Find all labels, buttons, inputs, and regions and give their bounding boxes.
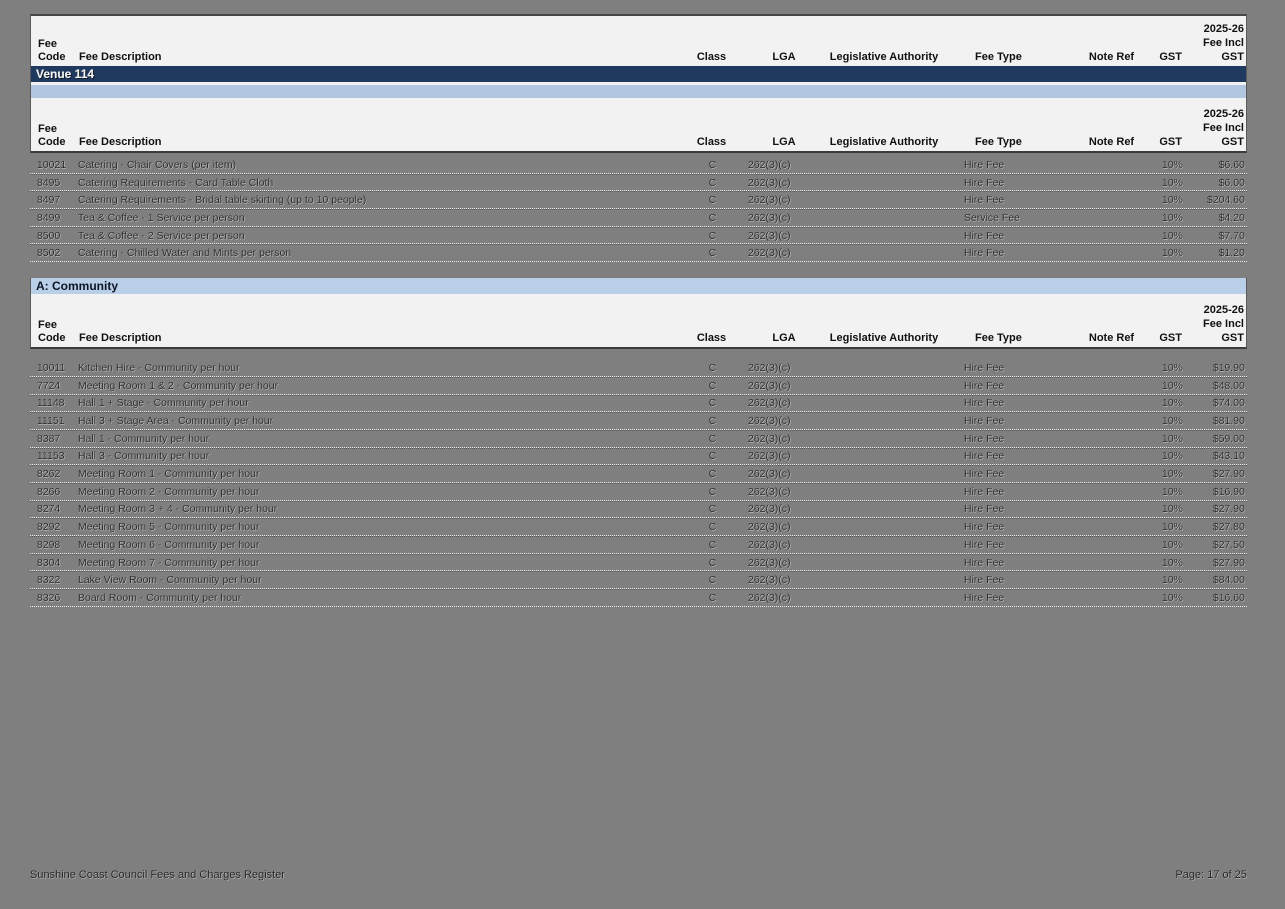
section-spacer bbox=[30, 262, 1247, 278]
lga-cell: 262(3)(c) bbox=[748, 247, 791, 260]
gst-cell: 10% bbox=[1161, 538, 1183, 551]
fee-code-cell: 10021 bbox=[37, 158, 67, 171]
gst-cell: 10% bbox=[1161, 158, 1183, 171]
gst-cell: 10% bbox=[1161, 247, 1183, 260]
fee-code-cell: 8298 bbox=[37, 538, 61, 551]
footer-page-number: Page: 17 of 25 bbox=[1175, 869, 1247, 881]
fee-amount-cell: $81.90 bbox=[1212, 415, 1245, 428]
fee-table-row bbox=[30, 157, 1247, 174]
class-cell: C bbox=[708, 485, 717, 498]
lga-cell: 262(3)(c) bbox=[748, 158, 791, 171]
lga-cell: 262(3)(c) bbox=[748, 503, 791, 516]
column-header-fee-type: Fee Type bbox=[975, 51, 1022, 63]
gst-cell: 10% bbox=[1161, 521, 1183, 534]
lga-cell: 262(3)(c) bbox=[748, 194, 791, 207]
fee-type-cell: Hire Fee bbox=[964, 556, 1005, 569]
fee-amount-cell: $43.10 bbox=[1212, 450, 1245, 463]
fee-amount-cell: $16.60 bbox=[1212, 591, 1245, 604]
column-header-fee-type: Fee Type bbox=[975, 332, 1022, 345]
fee-code-cell: 8387 bbox=[37, 432, 61, 445]
fee-amount-cell: $84.00 bbox=[1212, 574, 1245, 587]
column-header-fee-description: Fee Description bbox=[79, 136, 162, 148]
fee-amount-cell: $48.00 bbox=[1212, 379, 1245, 392]
gst-cell: 10% bbox=[1161, 556, 1183, 569]
rows-spacer bbox=[30, 349, 1247, 360]
fee-table-row bbox=[30, 571, 1247, 589]
gst-cell: 10% bbox=[1161, 450, 1183, 463]
gst-cell: 10% bbox=[1161, 361, 1183, 374]
fee-description-cell: Meeting Room 1 & 2 - Community per hour bbox=[78, 379, 279, 392]
fee-type-cell: Hire Fee bbox=[964, 194, 1005, 207]
fee-description-cell: Meeting Room 5 - Community per hour bbox=[78, 521, 260, 534]
fee-code-cell: 8499 bbox=[37, 211, 61, 224]
fee-type-cell: Hire Fee bbox=[964, 229, 1005, 242]
fee-amount-cell: $74.00 bbox=[1212, 397, 1245, 410]
fee-code-cell: 8500 bbox=[37, 229, 61, 242]
lga-cell: 262(3)(c) bbox=[748, 379, 791, 392]
fee-table-row bbox=[30, 536, 1247, 554]
gst-cell: 10% bbox=[1161, 591, 1183, 604]
gst-cell: 10% bbox=[1161, 229, 1183, 242]
lga-cell: 262(3)(c) bbox=[748, 229, 791, 242]
fee-amount-cell: $27.50 bbox=[1212, 538, 1245, 551]
column-header-note-ref: Note Ref bbox=[1088, 136, 1135, 148]
table-header-block-top bbox=[30, 14, 1247, 66]
fee-amount-cell: $7.70 bbox=[1218, 229, 1245, 242]
class-cell: C bbox=[708, 176, 717, 189]
class-cell: C bbox=[708, 432, 717, 445]
column-header-legislative-authority: Legislative Authority bbox=[829, 136, 939, 148]
table-header-row bbox=[31, 22, 1246, 66]
footer-register-title: Sunshine Coast Council Fees and Charges Register bbox=[30, 869, 285, 881]
fee-type-cell: Hire Fee bbox=[964, 538, 1005, 551]
fee-table-row bbox=[30, 465, 1247, 483]
fee-type-cell: Hire Fee bbox=[964, 503, 1005, 516]
column-header-note-ref: Note Ref bbox=[1088, 51, 1135, 63]
fee-table-row bbox=[30, 501, 1247, 519]
fee-amount-cell: $27.80 bbox=[1212, 521, 1245, 534]
fees-register-page bbox=[30, 14, 1247, 607]
class-cell: C bbox=[708, 379, 717, 392]
fee-type-cell: Hire Fee bbox=[964, 415, 1005, 428]
fee-table-row bbox=[30, 483, 1247, 501]
gst-cell: 10% bbox=[1161, 211, 1183, 224]
class-cell: C bbox=[708, 247, 717, 260]
lga-cell: 262(3)(c) bbox=[748, 556, 791, 569]
lga-cell: 262(3)(c) bbox=[748, 415, 791, 428]
fee-description-cell: Hall 3 - Community per hour bbox=[78, 450, 210, 463]
fee-code-cell: 8497 bbox=[37, 194, 61, 207]
class-cell: C bbox=[708, 158, 717, 171]
lga-cell: 262(3)(c) bbox=[748, 361, 791, 374]
venue-section-band bbox=[30, 66, 1247, 82]
class-cell: C bbox=[708, 229, 717, 242]
class-cell: C bbox=[708, 521, 717, 534]
fee-table-row bbox=[30, 227, 1247, 245]
gst-cell: 10% bbox=[1161, 397, 1183, 410]
fee-description-cell: Catering Requirements - Bridal table skirting (up to 10 people) bbox=[78, 194, 367, 207]
fee-table-row bbox=[30, 395, 1247, 413]
column-header-gst: GST bbox=[1159, 332, 1182, 345]
fee-type-cell: Service Fee bbox=[964, 211, 1021, 224]
fee-description-cell: Hall 1 - Community per hour bbox=[78, 432, 210, 445]
column-header-gst: GST bbox=[1159, 51, 1182, 63]
fee-type-cell: Hire Fee bbox=[964, 247, 1005, 260]
gst-cell: 10% bbox=[1161, 468, 1183, 481]
class-cell: C bbox=[708, 194, 717, 207]
gst-cell: 10% bbox=[1161, 176, 1183, 189]
fee-type-cell: Hire Fee bbox=[964, 158, 1005, 171]
gst-cell: 10% bbox=[1161, 415, 1183, 428]
fee-code-cell: 11151 bbox=[37, 415, 65, 428]
column-header-note-ref: Note Ref bbox=[1088, 332, 1135, 345]
table-header-row bbox=[31, 107, 1246, 151]
fee-code-cell: 8502 bbox=[37, 247, 61, 260]
class-cell: C bbox=[708, 591, 717, 604]
column-header-legislative-authority: Legislative Authority bbox=[829, 332, 939, 345]
fee-type-cell: Hire Fee bbox=[964, 485, 1005, 498]
fee-code-cell: 11153 bbox=[37, 450, 65, 463]
fee-table-row bbox=[30, 244, 1247, 262]
fee-description-cell: Meeting Room 6 - Community per hour bbox=[78, 538, 260, 551]
fee-type-cell: Hire Fee bbox=[964, 468, 1005, 481]
fee-table-row bbox=[30, 518, 1247, 536]
fee-description-cell: Tea & Coffee - 1 Service per person bbox=[78, 211, 245, 224]
fee-type-cell: Hire Fee bbox=[964, 176, 1005, 189]
fee-code-cell: 7724 bbox=[37, 379, 61, 392]
fee-code-cell: 8262 bbox=[37, 468, 61, 481]
fee-table-row bbox=[30, 412, 1247, 430]
fee-table-row bbox=[30, 360, 1247, 377]
fee-type-cell: Hire Fee bbox=[964, 432, 1005, 445]
column-header-fee-incl-gst: 2025-26 Fee Incl GST bbox=[1203, 304, 1244, 345]
gst-cell: 10% bbox=[1161, 379, 1183, 392]
column-header-legislative-authority: Legislative Authority bbox=[829, 51, 939, 63]
column-header-fee-code: Fee Code bbox=[38, 123, 66, 148]
fee-amount-cell: $6.00 bbox=[1218, 176, 1245, 189]
fee-description-cell: Catering - Chilled Water and Mints per person bbox=[78, 247, 292, 260]
class-cell: C bbox=[708, 211, 717, 224]
gst-cell: 10% bbox=[1161, 485, 1183, 498]
fee-code-cell: 8495 bbox=[37, 176, 61, 189]
fee-table-row bbox=[30, 554, 1247, 572]
fee-code-cell: 8304 bbox=[37, 556, 61, 569]
fee-description-cell: Hall 3 + Stage Area - Community per hour bbox=[78, 415, 274, 428]
fee-description-cell: Tea & Coffee - 2 Service per person bbox=[78, 229, 245, 242]
community-section-label: A: Community bbox=[36, 279, 118, 294]
column-header-fee-incl-gst: 2025-26 Fee Incl GST bbox=[1203, 23, 1244, 63]
gst-cell: 10% bbox=[1161, 503, 1183, 516]
class-cell: C bbox=[708, 450, 717, 463]
class-cell: C bbox=[708, 397, 717, 410]
column-header-fee-description: Fee Description bbox=[79, 332, 162, 345]
fee-amount-cell: $19.90 bbox=[1212, 361, 1245, 374]
lga-cell: 262(3)(c) bbox=[748, 211, 791, 224]
fee-amount-cell: $27.90 bbox=[1212, 468, 1245, 481]
page-footer bbox=[30, 869, 1247, 881]
fee-table-row bbox=[30, 174, 1247, 192]
column-header-lga: LGA bbox=[772, 51, 796, 63]
fee-table-row bbox=[30, 191, 1247, 209]
fee-code-cell: 8322 bbox=[37, 574, 61, 587]
fee-amount-cell: $204.60 bbox=[1207, 194, 1245, 207]
fee-amount-cell: $6.60 bbox=[1218, 158, 1245, 171]
fee-code-cell: 11148 bbox=[37, 397, 65, 410]
lga-cell: 262(3)(c) bbox=[748, 538, 791, 551]
fee-type-cell: Hire Fee bbox=[964, 591, 1005, 604]
fee-amount-cell: $27.90 bbox=[1212, 556, 1245, 569]
fee-code-cell: 8266 bbox=[37, 485, 61, 498]
lga-cell: 262(3)(c) bbox=[748, 450, 791, 463]
fee-type-cell: Hire Fee bbox=[964, 361, 1005, 374]
fee-description-cell: Hall 1 + Stage - Community per hour bbox=[78, 397, 249, 410]
fee-description-cell: Kitchen Hire - Community per hour bbox=[78, 361, 240, 374]
lga-cell: 262(3)(c) bbox=[748, 468, 791, 481]
column-header-gst: GST bbox=[1159, 136, 1182, 148]
community-section-band bbox=[30, 278, 1247, 294]
fee-amount-cell: $59.00 bbox=[1212, 432, 1245, 445]
fee-description-cell: Board Room - Community per hour bbox=[78, 591, 242, 604]
fee-description-cell: Meeting Room 1 - Community per hour bbox=[78, 468, 260, 481]
fee-description-cell: Meeting Room 2 - Community per hour bbox=[78, 485, 260, 498]
fee-amount-cell: $16.90 bbox=[1212, 485, 1245, 498]
lga-cell: 262(3)(c) bbox=[748, 432, 791, 445]
fee-type-cell: Hire Fee bbox=[964, 574, 1005, 587]
community-fee-rows bbox=[30, 360, 1247, 607]
venue-section-label: Venue 114 bbox=[36, 67, 95, 81]
column-header-lga: LGA bbox=[772, 332, 796, 345]
fee-table-row bbox=[30, 377, 1247, 395]
class-cell: C bbox=[708, 574, 717, 587]
column-header-class: Class bbox=[696, 136, 727, 148]
fee-type-cell: Hire Fee bbox=[964, 379, 1005, 392]
fee-amount-cell: $1.20 bbox=[1218, 247, 1245, 260]
table-header-block-venue bbox=[30, 98, 1247, 153]
column-header-fee-code: Fee Code bbox=[38, 38, 66, 63]
table-header-block-community bbox=[30, 294, 1247, 349]
class-cell: C bbox=[708, 556, 717, 569]
lga-cell: 262(3)(c) bbox=[748, 176, 791, 189]
fee-description-cell: Meeting Room 7 - Community per hour bbox=[78, 556, 260, 569]
lga-cell: 262(3)(c) bbox=[748, 485, 791, 498]
fee-code-cell: 8274 bbox=[37, 503, 61, 516]
column-header-fee-incl-gst: 2025-26 Fee Incl GST bbox=[1203, 108, 1244, 148]
fee-type-cell: Hire Fee bbox=[964, 521, 1005, 534]
fee-table-row bbox=[30, 209, 1247, 227]
column-header-class: Class bbox=[696, 332, 727, 345]
gst-cell: 10% bbox=[1161, 574, 1183, 587]
fee-description-cell: Catering - Chair Covers (per item) bbox=[78, 158, 237, 171]
subsection-band bbox=[30, 85, 1247, 98]
column-header-class: Class bbox=[696, 51, 727, 63]
fee-code-cell: 10011 bbox=[37, 361, 66, 374]
fee-description-cell: Lake View Room - Community per hour bbox=[78, 574, 262, 587]
class-cell: C bbox=[708, 468, 717, 481]
fee-description-cell: Meeting Room 3 + 4 - Community per hour bbox=[78, 503, 278, 516]
gst-cell: 10% bbox=[1161, 194, 1183, 207]
lga-cell: 262(3)(c) bbox=[748, 574, 791, 587]
column-header-fee-type: Fee Type bbox=[975, 136, 1022, 148]
lga-cell: 262(3)(c) bbox=[748, 397, 791, 410]
column-header-fee-description: Fee Description bbox=[79, 51, 162, 63]
column-header-lga: LGA bbox=[772, 136, 796, 148]
fee-code-cell: 8292 bbox=[37, 521, 61, 534]
fee-type-cell: Hire Fee bbox=[964, 450, 1005, 463]
table-header-row bbox=[31, 303, 1246, 347]
class-cell: C bbox=[708, 538, 717, 551]
class-cell: C bbox=[708, 415, 717, 428]
fee-amount-cell: $27.90 bbox=[1212, 503, 1245, 516]
fee-table-row bbox=[30, 589, 1247, 607]
fee-table-row bbox=[30, 430, 1247, 448]
fee-code-cell: 8326 bbox=[37, 591, 61, 604]
column-header-fee-code: Fee Code bbox=[38, 319, 66, 345]
gst-cell: 10% bbox=[1161, 432, 1183, 445]
fee-table-row bbox=[30, 448, 1247, 466]
lga-cell: 262(3)(c) bbox=[748, 591, 791, 604]
lga-cell: 262(3)(c) bbox=[748, 521, 791, 534]
venue-fee-rows bbox=[30, 157, 1247, 262]
fee-type-cell: Hire Fee bbox=[964, 397, 1005, 410]
fee-description-cell: Catering Requirements - Card Table Cloth bbox=[78, 176, 274, 189]
fee-amount-cell: $4.20 bbox=[1218, 211, 1245, 224]
class-cell: C bbox=[708, 503, 717, 516]
class-cell: C bbox=[708, 361, 717, 374]
